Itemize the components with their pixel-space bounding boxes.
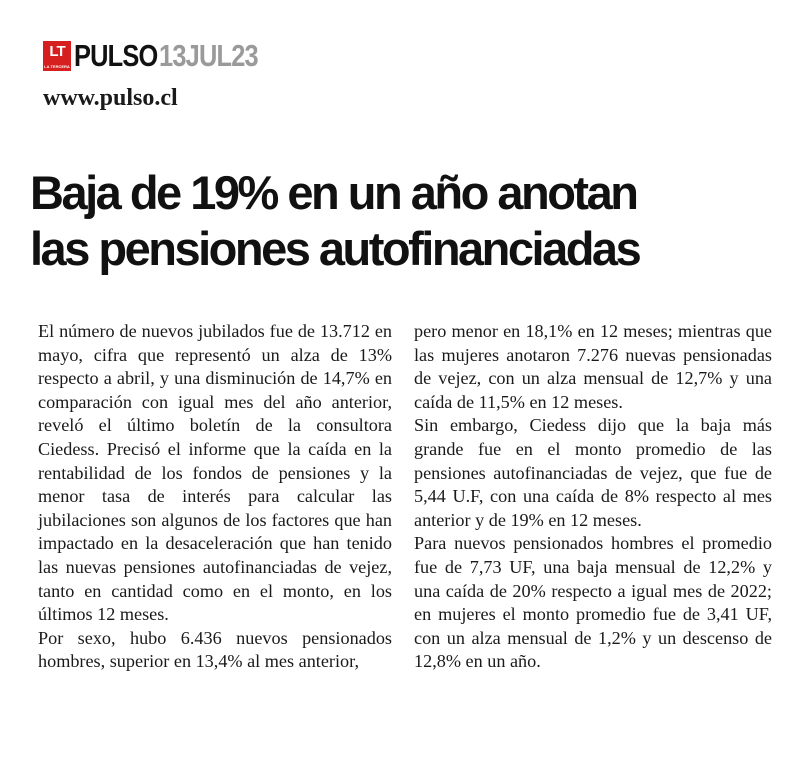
paragraph: El número de nuevos jubilados fue de 13.712 en mayo, cifra que representó un alza de 13% respecto a abril, y una disminución de 14,7% en comparación con igual mes del año anterior, reveló el último boletín de la consultora Ciedess. Precisó el informe que la caída en la rentabilidad de los fondos de pensiones y la menor tasa de interés para calcular las jubilaciones son algunos de los factores que han impactado en la desaceleración que han tenido las nuevas pensiones autofinanciadas de vejez, tanto en cantidad como en el monto, en los últimos 12 meses. (38, 321, 392, 625)
article-headline (30, 165, 790, 277)
publication-date: 13JUL23 (158, 38, 258, 73)
paragraph: Sin embargo, Ciedess dijo que la baja más grande fue en el monto promedio de las pensiones autofinanciadas de vejez, que fue de 5,44 U.F, con una caída de 8% respecto al mes anterior y de 19% en 12 meses. (414, 415, 772, 530)
logo-subtext: LA TERCERA (44, 64, 70, 69)
paragraph: Por sexo, hubo 6.436 nuevos pensionados hombres, superior en 13,4% al mes anterior, (38, 627, 392, 672)
masthead (43, 38, 279, 74)
la-tercera-logo (43, 41, 71, 71)
section-name: PULSO (74, 38, 158, 73)
article-column-right (414, 320, 772, 674)
headline-line-2: las pensiones autofinanciadas (30, 222, 640, 275)
article-column-left (38, 320, 392, 674)
paragraph: Para nuevos pensionados hombres el promedio fue de 7,73 UF, una baja mensual de 12,2% y una caída de 20% respecto a igual mes de 2022; en mujeres el monto promedio fue de 3,41 UF, con un alza mensual de 1,2% y un descenso de 12,8% en un año. (414, 533, 772, 672)
logo-text: LT (49, 43, 65, 60)
headline-line-1: Baja de 19% en un año anotan (30, 166, 637, 219)
paragraph: pero menor en 18,1% en 12 meses; mientras que las mujeres anotaron 7.276 nuevas pensionadas de vejez, con un alza mensual de 12,7% y una caída de 11,5% en 12 meses. (414, 321, 772, 412)
website-url: www.pulso.cl (43, 85, 178, 111)
